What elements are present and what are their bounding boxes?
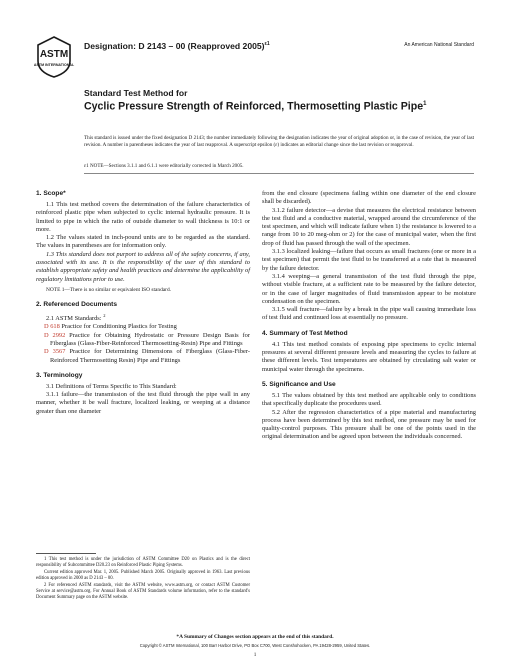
reference-item	[36, 323, 250, 331]
para-3-1-4: 3.1.4 weeping—a general transmission of the test fluid through the pipe, without visible fracture, at a sufficient rate to be measured by the failure detector, or in the case of larger magnitudes of fluid transmission appear to be moisture condensation on the specimen.	[262, 272, 476, 305]
issued-statement: This standard is issued under the fixed designation D 2143; the number immediately following the designation indicates the year of original adoption or, in the case of revision, the year of last revision. A number in parentheses indicates the year of last reapproval. A superscript epsilon (ε) indicates an editorial change since the last revision or reapproval.	[84, 135, 474, 149]
reference-link-d618[interactable]: D 618	[44, 323, 60, 331]
para-1-2: 1.2 The values stated in inch-pound units are to be regarded as the standard. The values in parentheses are for information only.	[36, 234, 250, 250]
designation-text: Designation: D 2143 – 00 (Reapproved 2005)	[84, 41, 265, 51]
logo-text: ASTM INTERNATIONAL	[33, 63, 75, 67]
para-1-3: 1.3 This standard does not purport to address all of the safety concerns, if any, associated with its use. It is the responsibility of the user of this standard to establish appropriate safety and health practices and determine the applicability of regulatory limitations prior to use.	[36, 250, 250, 283]
title-block	[84, 88, 444, 113]
para-1-1: 1.1 This test method covers the determination of the failure characteristics of reinforced plastic pipe when subjected to cyclic internal hydraulic pressure. It is limited to pipe in which the ratio of outside diameter to wall thickness is 10:1 or more.	[36, 201, 250, 233]
para-3-1: 3.1 Definitions of Terms Specific to This Standard:	[46, 382, 177, 390]
left-column	[36, 190, 250, 416]
copyright: Copyright © ASTM International, 100 Barr Harbor Drive, PO Box C700, West Conshohocken, PA 19428-2959, United States.	[139, 643, 371, 648]
footnote-1: 1 This test method is under the jurisdiction of ASTM Committee D20 on Plastics and is the direct responsibility of Subcommittee D20.23 on Reinforced Plastic Piping Systems.	[36, 557, 250, 568]
reference-item	[36, 332, 250, 349]
title-sup: 1	[423, 101, 427, 107]
section-5-heading: 5. Significance and Use	[262, 380, 336, 388]
para-2-1-text: 2.1 ASTM Standards:	[46, 315, 102, 323]
para-4-1: 4.1 This test method consists of exposing pipe specimens to cyclic internal pressures at several different pressure levels and measuring the cycles to failure at these different levels. Test temperatures are obtained by circulating salt water or municipal water through the specimens.	[262, 340, 476, 373]
para-5-1: 5.1 The values obtained by this test method are applicable only to conditions that specifically duplicate the procedures used.	[262, 391, 476, 408]
reference-item	[36, 348, 250, 365]
section-2-heading: 2. Referenced Documents	[36, 300, 117, 308]
footnote-2: 2 For referenced ASTM standards, visit the ASTM website, www.astm.org, or contact ASTM Customer Service at service@astm.org. For Annual Book of ASTM Standards volume information, refer to the standard's Document Summary page on the ASTM website.	[36, 582, 250, 600]
para-3-1-1-continued: from the end closure (specimens failing within one diameter of the end closure shall be discarded).	[262, 190, 476, 206]
reference-link-d3567[interactable]: D 3567	[44, 348, 66, 356]
title-line2	[84, 98, 444, 113]
section-3-heading: 3. Terminology	[36, 371, 83, 379]
para-3-1-1: 3.1.1 failure—the transmission of the test fluid through the pipe wall in any manner, whether it be wall fracture, localized leaking, or weeping at a distance greater than one diameter	[36, 391, 250, 415]
right-column	[262, 190, 476, 442]
reference-text: Practice for Determining Dimensions of Fiberglass (Glass-Fiber-Reinforced Thermosetting Resin) Pipe and Fittings	[50, 348, 250, 364]
title-main: Cyclic Pressure Strength of Reinforced, Thermosetting Plastic Pipe	[84, 100, 424, 113]
reference-text: Practice for Obtaining Hydrostatic or Pressure Design Basis for Fiberglass (Glass-Fiber-Reinforced Thermosetting-Resin) Pipe and Fittings	[50, 331, 250, 347]
para-3-1-5: 3.1.5 wall fracture—failure by a break in the pipe wall causing immediate loss of test fluid and continued loss at essentially no pressure.	[262, 306, 476, 322]
astm-logo	[33, 36, 75, 78]
designation	[84, 41, 270, 51]
epsilon-note: ε1 NOTE—Sections 3.1.1 and 6.1.1 were editorially corrected in March 2005.	[84, 163, 244, 169]
para-3-1-2: 3.1.2 failure detector—a devise that measures the electrical resistance between the test fluid and a conductive material, wrapped around the circumference of the test specimen, and which will indicate failure when 1) the resistance is lowered to a range from 10 to 20 meg-ohm or 2) for the case of municipal water, when the first drop of fluid has passed through the wall of the specimen.	[262, 206, 476, 247]
page-number: 1	[253, 652, 257, 658]
footnote-divider	[36, 553, 96, 554]
summary-of-changes-note: *A Summary of Changes section appears at the end of this standard.	[176, 634, 334, 640]
para-2-1	[36, 312, 250, 323]
org-standard-label: An American National Standard	[404, 42, 474, 48]
para-2-1-sup: 2	[103, 312, 106, 318]
note-1: NOTE 1—There is no similar or equivalent ISO standard.	[46, 286, 172, 293]
para-3-1-3: 3.1.3 localized leaking—failure that occurs as small fractures (one or more in a test specimen) that permit the test fluid to be transferred at a rate that is measured by the failure detector.	[262, 248, 476, 272]
section-1-heading: 1. Scope*	[36, 190, 66, 197]
title-line1: Standard Test Method for	[84, 88, 188, 98]
reference-link-d2992[interactable]: D 2992	[44, 331, 66, 339]
footnotes	[36, 557, 250, 602]
svg-text:ASTM: ASTM	[39, 49, 69, 60]
footnote-1b: Current edition approved Mar. 1, 2005. Published March 2005. Originally approved in 1963. Last previous edition approved in 2000 as D 2143 – 00.	[36, 569, 250, 581]
designation-sup: ε1	[264, 41, 270, 48]
section-4-heading: 4. Summary of Test Method	[262, 329, 348, 337]
para-5-2: 5.2 After the regression characteristics of a pipe material and manufacturing process have been determined by this test method, one pressure may be used for quality-control purposes. This pressure shall be one of the points used in the original determination and be agreed upon between the individuals concerned.	[262, 408, 476, 441]
reference-text: Practice for Conditioning Plastics for Testing	[61, 323, 177, 331]
header-divider	[84, 173, 474, 174]
